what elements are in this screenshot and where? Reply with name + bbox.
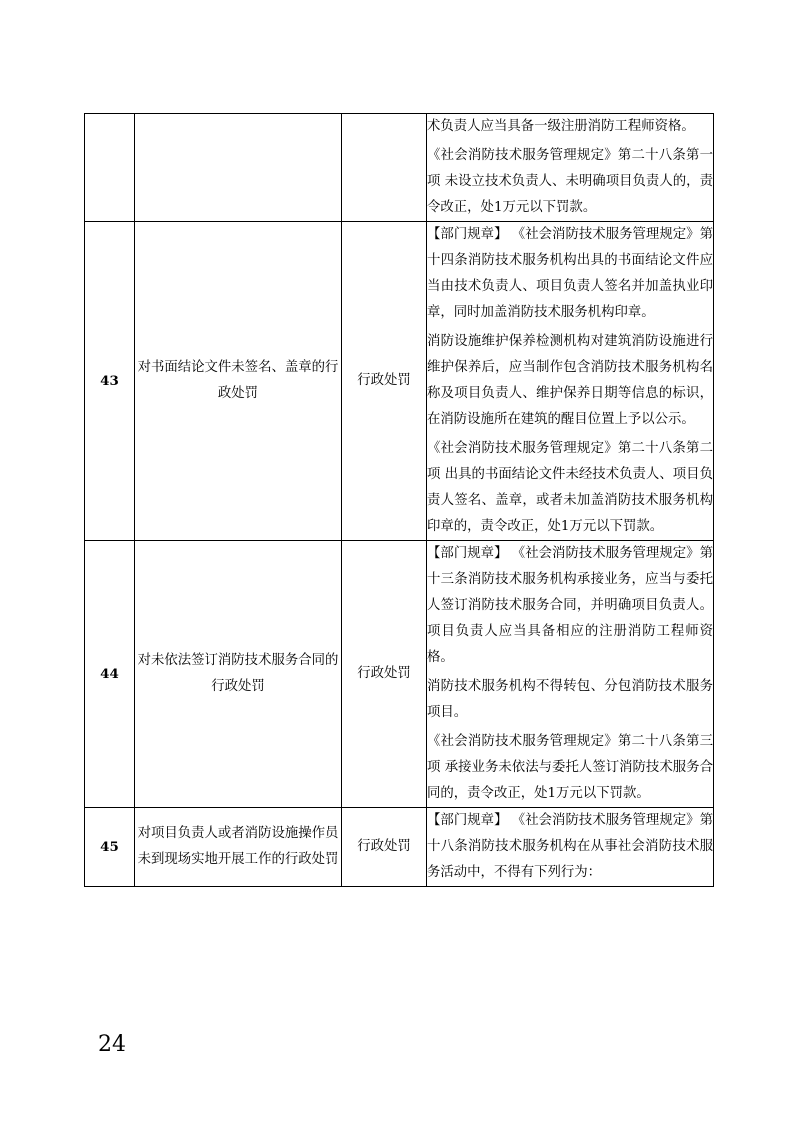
- legal-basis: [427, 808, 714, 887]
- item-type: 行政处罚: [342, 808, 427, 887]
- table-row: [85, 114, 714, 222]
- legal-basis: [427, 541, 714, 808]
- table-row: [85, 808, 714, 887]
- legal-basis: [427, 114, 714, 222]
- table-row: [85, 541, 714, 808]
- basis-paragraph: 《社会消防技术服务管理规定》第二十八条第二项 出具的书面结论文件未经技术负责人、项目负责人签名、盖章，或者未加盖消防技术服务机构印章的，责令改正，处1万元以下罚款。: [427, 441, 713, 534]
- basis-paragraph: 术负责人应当具备一级注册消防工程师资格。: [427, 119, 695, 134]
- item-name: 对未依法签订消防技术服务合同的行政处罚: [135, 541, 342, 808]
- legal-basis: [427, 222, 714, 541]
- row-number: 43: [85, 222, 135, 541]
- penalty-table: [84, 113, 714, 887]
- basis-paragraph: 消防技术服务机构不得转包、分包消防技术服务项目。: [427, 679, 713, 720]
- basis-paragraph: 【部门规章】 《社会消防技术服务管理规定》第十三条消防技术服务机构承接业务，应当与委托人签订消防技术服务合同，并明确项目负责人。项目负责人应当具备相应的注册消防工程师资格。: [427, 546, 713, 665]
- basis-paragraph: 《社会消防技术服务管理规定》第二十八条第三项 承接业务未依法与委托人签订消防技术服务合同的，责令改正，处1万元以下罚款。: [427, 734, 713, 801]
- basis-paragraph: 【部门规章】 《社会消防技术服务管理规定》第十八条消防技术服务机构在从事社会消防技术服务活动中，不得有下列行为：: [427, 813, 713, 880]
- basis-paragraph: 《社会消防技术服务管理规定》第二十八条第一项 未设立技术负责人、未明确项目负责人的，责令改正，处1万元以下罚款。: [427, 148, 713, 215]
- page-number: 24: [98, 1032, 126, 1057]
- item-type: 行政处罚: [342, 541, 427, 808]
- item-type: 行政处罚: [342, 222, 427, 541]
- row-number: 44: [85, 541, 135, 808]
- item-name: 对项目负责人或者消防设施操作员未到现场实地开展工作的行政处罚: [135, 808, 342, 887]
- table-body: [85, 114, 714, 887]
- item-type: [342, 114, 427, 222]
- basis-paragraph: 【部门规章】 《社会消防技术服务管理规定》第十四条消防技术服务机构出具的书面结论文件应当由技术负责人、项目负责人签名并加盖执业印章，同时加盖消防技术服务机构印章。: [427, 227, 713, 320]
- item-name: 对书面结论文件未签名、盖章的行政处罚: [135, 222, 342, 541]
- basis-paragraph: 消防设施维护保养检测机构对建筑消防设施进行维护保养后，应当制作包含消防技术服务机构名称及项目负责人、维护保养日期等信息的标识，在消防设施所在建筑的醒目位置上予以公示。: [427, 334, 713, 427]
- row-number: [85, 114, 135, 222]
- row-number: 45: [85, 808, 135, 887]
- table-row: [85, 222, 714, 541]
- item-name: [135, 114, 342, 222]
